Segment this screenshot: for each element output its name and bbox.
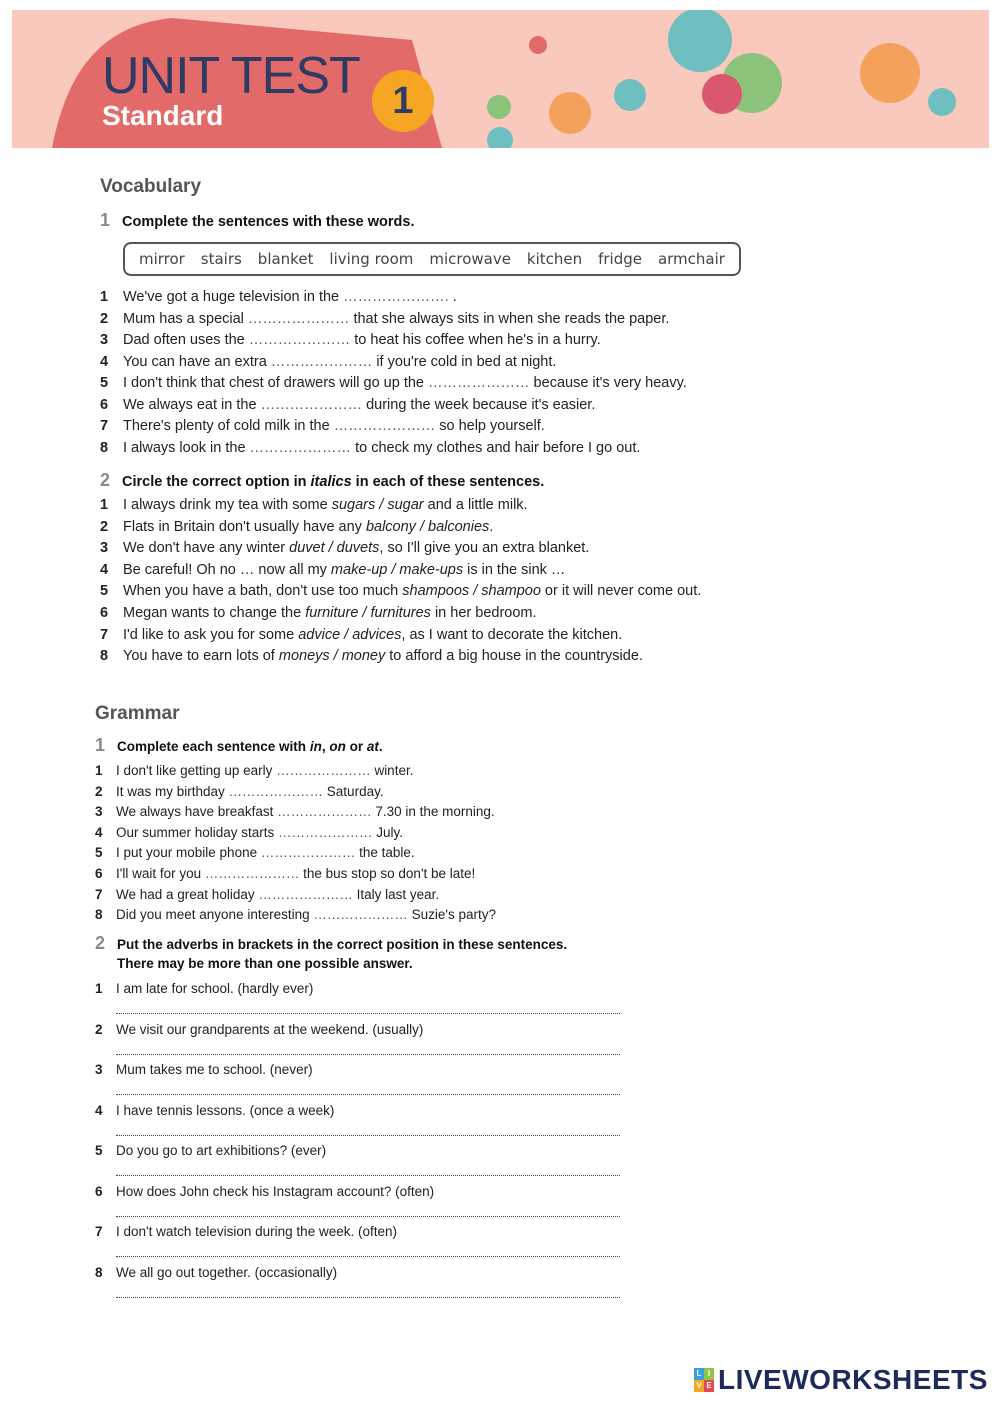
- answer-line[interactable]: [116, 1094, 620, 1095]
- instruction-text: Complete each sentence with: [117, 739, 310, 754]
- sentence-text: We don't have any winter: [123, 540, 290, 557]
- sentence-text: I always drink my tea with some: [123, 497, 332, 513]
- sentence-text: We've got a huge television in the: [123, 289, 344, 305]
- exercise-instruction: [95, 933, 567, 954]
- item-sentence: [123, 289, 457, 305]
- item-sentence: [116, 845, 415, 860]
- item-sentence: [116, 763, 413, 778]
- item-sentence: [123, 648, 643, 664]
- sentence-text: Be careful! Oh no … now all my: [123, 561, 331, 578]
- option-choice[interactable]: sugars / sugar: [331, 497, 424, 513]
- sentence-text: , so I'll give you an extra blanket.: [379, 540, 590, 557]
- item-sentence: [123, 540, 589, 556]
- unit-number-badge: 1: [372, 70, 434, 132]
- sentence-text: You can have an extra: [123, 353, 271, 370]
- instruction-text: Put the adverbs in brackets in the correct position in these sentences.: [117, 937, 568, 952]
- item-number: 2: [95, 783, 103, 799]
- word-bank-item: mirror: [138, 250, 185, 268]
- section-heading-grammar: Grammar: [95, 703, 180, 724]
- sentence-text: July.: [372, 824, 404, 840]
- item-sentence: [123, 627, 622, 643]
- instruction-italic: on: [329, 739, 346, 754]
- item-number: 3: [95, 1062, 103, 1077]
- sentence-text: .: [448, 289, 457, 305]
- sentence-text: Mum has a special: [123, 310, 248, 327]
- sentence-text: Suzie's party?: [407, 907, 496, 923]
- answer-line[interactable]: [116, 1175, 620, 1176]
- circle-decoration: [668, 10, 732, 72]
- sentence-text: You have to earn lots of: [123, 648, 279, 665]
- sentence-text: Saturday.: [323, 783, 384, 799]
- item-sentence: How does John check his Instagram account? (often): [116, 1183, 435, 1199]
- sentence-text: Megan wants to change the: [123, 605, 306, 621]
- sentence-text: It was my birthday: [116, 783, 229, 799]
- item-number: 6: [100, 605, 109, 621]
- instruction-text: ,: [321, 739, 330, 754]
- item-number: 7: [95, 1224, 103, 1239]
- item-sentence: I have tennis lessons. (once a week): [116, 1102, 335, 1118]
- item-number: 8: [95, 907, 103, 923]
- circle-decoration: [928, 88, 956, 116]
- instruction-text: .: [378, 739, 383, 754]
- logo-mark-icon: [694, 1368, 714, 1392]
- sentence-text: When you have a bath, don't use too much: [123, 583, 403, 600]
- item-sentence: [123, 311, 669, 327]
- sentence-text: .: [489, 518, 494, 535]
- item-sentence: [123, 497, 528, 513]
- item-number: 5: [95, 845, 103, 861]
- item-number: 7: [100, 418, 109, 434]
- item-sentence: [116, 825, 403, 840]
- item-number: 4: [95, 824, 103, 840]
- logo-mark-letter: E: [704, 1380, 714, 1392]
- sentence-text: I don't like getting up early: [116, 763, 277, 778]
- instruction-text: or: [345, 739, 367, 754]
- exercise-instruction: [100, 470, 544, 491]
- item-number: 1: [95, 763, 103, 778]
- word-bank-item: microwave: [429, 250, 511, 268]
- item-sentence: [123, 562, 565, 578]
- item-sentence: [116, 804, 495, 819]
- sentence-text: winter.: [370, 763, 414, 778]
- instruction-italic: in: [309, 739, 322, 754]
- instruction-text: Circle the correct option in: [122, 474, 311, 490]
- sentence-text: to heat his coffee when he's in a hurry.: [350, 332, 601, 348]
- sentence-text: because it's very heavy.: [529, 375, 687, 391]
- word-bank-item: living room: [329, 250, 414, 268]
- header-banner: [12, 10, 989, 148]
- answer-gap[interactable]: ………………….: [343, 289, 449, 305]
- sentence-text: the bus stop so don't be late!: [299, 866, 476, 881]
- sentence-text: , as I want to decorate the kitchen.: [401, 626, 623, 643]
- instruction-text: in each of these sentences.: [351, 474, 545, 490]
- item-number: 4: [95, 1102, 103, 1118]
- item-number: 8: [100, 648, 109, 665]
- option-choice[interactable]: shampoos / shampoo: [402, 583, 541, 600]
- sentence-text: to afford a big house in the countryside.: [385, 648, 643, 665]
- option-choice[interactable]: balcony / balconies: [365, 518, 490, 535]
- answer-line[interactable]: [116, 1054, 620, 1055]
- circle-decoration: [487, 95, 511, 119]
- item-number: 3: [100, 540, 109, 557]
- answer-line[interactable]: [116, 1216, 620, 1217]
- exercise-instruction: [100, 210, 415, 231]
- sentence-text: Dad often uses the: [123, 332, 249, 348]
- answer-line[interactable]: [116, 1297, 620, 1298]
- item-sentence: [123, 583, 701, 599]
- sentence-text: We always have breakfast: [116, 804, 278, 820]
- sentence-text: 7.30 in the morning.: [371, 804, 495, 820]
- instruction-italic: italics: [310, 474, 352, 490]
- item-number: 6: [100, 396, 109, 413]
- item-sentence: [123, 375, 687, 391]
- sentence-text: I always look in the: [123, 439, 250, 456]
- option-choice[interactable]: moneys / money: [278, 648, 386, 665]
- sentence-text: and a little milk.: [423, 497, 528, 513]
- item-number: 2: [95, 1021, 103, 1037]
- answer-gap[interactable]: …………………: [428, 375, 530, 391]
- circle-decoration: [549, 92, 591, 134]
- answer-gap[interactable]: …………………: [277, 804, 372, 820]
- circle-decoration: [860, 43, 920, 103]
- circle-decoration: [529, 36, 547, 54]
- item-sentence: Do you go to art exhibitions? (ever): [116, 1143, 327, 1158]
- answer-gap[interactable]: …………………: [247, 310, 350, 327]
- answer-gap[interactable]: …………………: [248, 332, 351, 348]
- word-bank-item: fridge: [598, 250, 642, 268]
- item-sentence: [123, 332, 601, 348]
- sentence-text: Flats in Britain don't usually have any: [123, 518, 366, 535]
- item-sentence: I am late for school. (hardly ever): [116, 981, 314, 996]
- logo-mark-letter: I: [704, 1368, 714, 1380]
- liveworksheets-logo: [694, 1364, 988, 1396]
- item-number: 5: [95, 1143, 103, 1158]
- sentence-text: during the week because it's easier.: [362, 396, 596, 413]
- word-bank-item: kitchen: [526, 250, 583, 268]
- answer-line[interactable]: [116, 1135, 620, 1136]
- item-number: 1: [95, 981, 103, 996]
- circle-decoration: [614, 79, 646, 111]
- item-sentence: [116, 907, 496, 922]
- word-bank: [123, 242, 741, 276]
- answer-gap[interactable]: …………………: [258, 886, 353, 902]
- item-sentence: Mum takes me to school. (never): [116, 1062, 313, 1077]
- exercise-number: 1: [100, 210, 111, 230]
- exercise-instruction: [95, 735, 383, 756]
- sentence-text: We always eat in the: [123, 396, 261, 413]
- sentence-text: that she always sits in when she reads the paper.: [349, 310, 670, 327]
- answer-gap[interactable]: …………………: [276, 763, 371, 778]
- item-number: 5: [100, 375, 109, 391]
- answer-gap[interactable]: …………………: [249, 439, 352, 456]
- exercise-number: 2: [100, 470, 111, 490]
- item-sentence: [123, 397, 595, 413]
- option-choice[interactable]: make-up / make-ups: [330, 561, 464, 578]
- logo-mark-letter: L: [694, 1368, 704, 1380]
- item-number: 3: [100, 332, 109, 348]
- sentence-text: in her bedroom.: [430, 605, 537, 621]
- page-title: UNIT TEST: [102, 47, 360, 105]
- sentence-text: I'd like to ask you for some: [123, 626, 299, 643]
- answer-line[interactable]: [116, 1256, 620, 1257]
- option-choice[interactable]: furniture / furnitures: [305, 605, 431, 621]
- sentence-text: is in the sink …: [463, 561, 566, 578]
- circle-decoration: [702, 74, 742, 114]
- word-bank-item: blanket: [257, 250, 314, 268]
- item-sentence: We visit our grandparents at the weekend. (usually): [116, 1021, 424, 1037]
- sentence-text: Our summer holiday starts: [116, 824, 279, 840]
- sentence-text: We had a great holiday: [116, 886, 259, 902]
- answer-gap[interactable]: …………………: [313, 907, 408, 923]
- item-number: 3: [95, 804, 103, 820]
- item-number: 2: [100, 518, 109, 535]
- sentence-text: the table.: [355, 845, 415, 861]
- answer-gap[interactable]: …………………: [260, 396, 363, 413]
- item-sentence: [116, 866, 475, 881]
- item-number: 2: [100, 310, 109, 327]
- sentence-text: There's plenty of cold milk in the: [123, 418, 334, 434]
- answer-gap[interactable]: …………………: [333, 418, 436, 434]
- word-bank-item: stairs: [200, 250, 242, 268]
- item-sentence: [116, 784, 384, 799]
- sentence-text: Italy last year.: [352, 886, 440, 902]
- item-number: 6: [95, 1183, 103, 1199]
- sentence-text: I'll wait for you: [116, 866, 205, 881]
- item-sentence: [123, 440, 640, 456]
- item-sentence: I don't watch television during the week. (often): [116, 1224, 397, 1239]
- page-subtitle: Standard: [102, 100, 224, 131]
- sentence-text: I don't think that chest of drawers will go up the: [123, 375, 429, 391]
- instruction-text: There may be more than one possible answer.: [117, 956, 413, 971]
- answer-gap[interactable]: …………………: [260, 845, 356, 861]
- sentence-text: Did you meet anyone interesting: [116, 907, 314, 923]
- item-number: 4: [100, 353, 109, 370]
- logo-mark-letter: V: [694, 1380, 704, 1392]
- item-sentence: [123, 354, 556, 370]
- option-choice[interactable]: duvet / duvets: [289, 540, 380, 557]
- sentence-text: so help yourself.: [435, 418, 545, 434]
- item-number: 7: [100, 626, 109, 643]
- item-number: 8: [100, 439, 109, 456]
- answer-gap[interactable]: …………………: [228, 783, 324, 799]
- item-sentence: [123, 519, 493, 535]
- item-sentence: [123, 605, 537, 621]
- item-sentence: [116, 887, 439, 902]
- item-number: 5: [100, 583, 109, 600]
- word-bank-item: armchair: [657, 250, 725, 268]
- exercise-number: 2: [95, 933, 106, 953]
- sentence-text: to check my clothes and hair before I go out.: [351, 439, 641, 456]
- sentence-text: or it will never come out.: [540, 583, 702, 600]
- answer-gap[interactable]: …………………: [270, 353, 373, 370]
- item-sentence: [123, 418, 545, 434]
- item-number: 8: [95, 1264, 103, 1280]
- section-heading-vocabulary: Vocabulary: [100, 176, 202, 197]
- answer-gap[interactable]: …………………: [204, 866, 300, 881]
- circle-decoration: [487, 127, 513, 148]
- logo-text: LIVEWORKSHEETS: [718, 1364, 988, 1395]
- item-number: 6: [95, 866, 103, 881]
- exercise-number: 1: [95, 735, 106, 755]
- item-sentence: We all go out together. (occasionally): [116, 1264, 338, 1280]
- sentence-text: if you're cold in bed at night.: [372, 353, 557, 370]
- option-choice[interactable]: advice / advices: [298, 626, 402, 643]
- sentence-text: I put your mobile phone: [116, 845, 261, 861]
- item-number: 1: [100, 289, 109, 305]
- answer-gap[interactable]: …………………: [278, 824, 373, 840]
- instruction-text: Complete the sentences with these words.: [122, 214, 415, 230]
- item-number: 4: [100, 561, 109, 578]
- item-number: 1: [100, 497, 109, 513]
- instruction-italic: at: [366, 739, 379, 754]
- item-number: 7: [95, 886, 103, 902]
- answer-line[interactable]: [116, 1013, 620, 1014]
